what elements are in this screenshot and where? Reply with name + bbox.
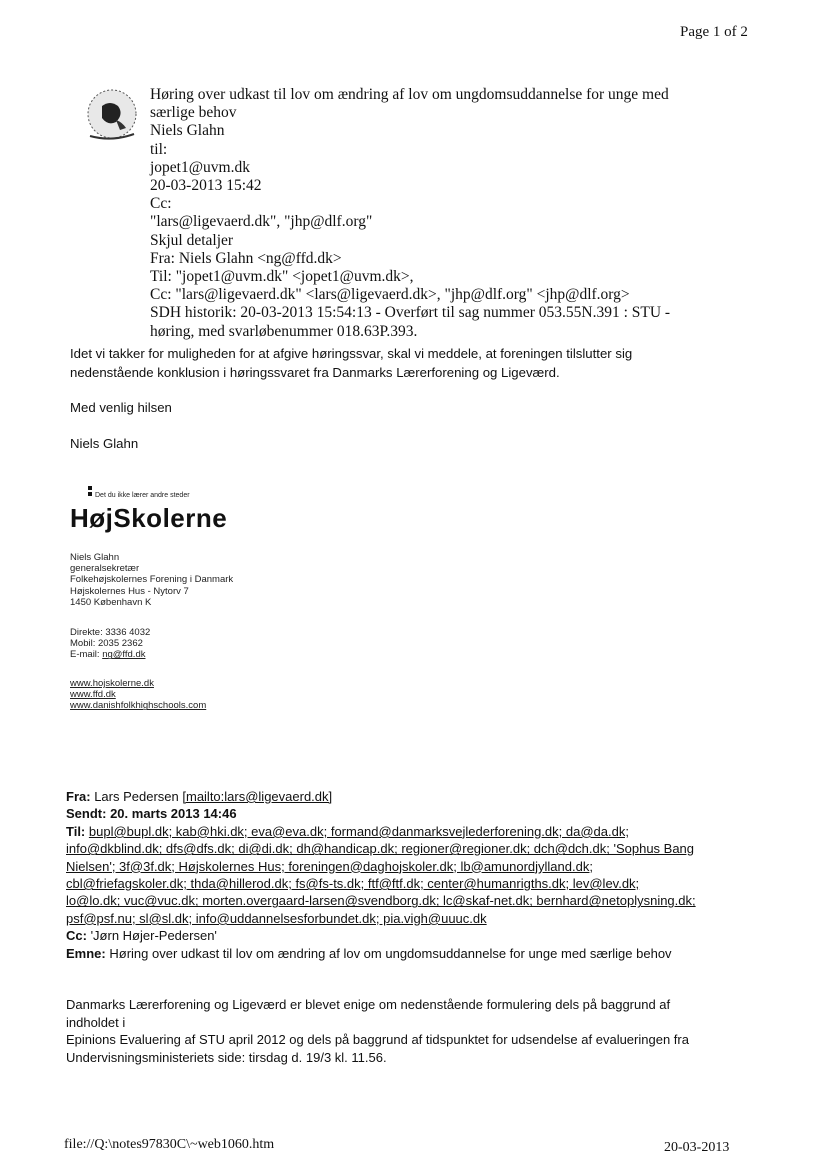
fwd-from-row — [66, 788, 766, 805]
subject-line-continued: særlige behov — [150, 104, 237, 122]
intro-line: nedenstående konklusion i høringssvaret fra Danmarks Lærerforening og Ligeværd. — [70, 365, 560, 380]
fwd-subject-value: Høring over udkast til lov om ændring af lov om ungdomsuddannelse for unge med særlige behov — [109, 945, 672, 961]
fwd-to-label: Til: — [66, 823, 86, 839]
logo-tagline: Det du ikke lærer andre steder — [95, 492, 190, 499]
fwd-subject-label: Emne: — [66, 945, 106, 961]
fwd-subject-row — [66, 945, 766, 962]
fwd-from-mailto-link[interactable]: [mailto:lars@ligevaerd.dk] — [182, 789, 333, 804]
footer-file-path: file://Q:\notes97830C\~web1060.htm — [64, 1137, 275, 1152]
website-link[interactable]: www.danishfolkhighschools.com — [70, 700, 207, 712]
to-value: jopet1@uvm.dk — [150, 158, 250, 176]
email-header — [150, 86, 770, 341]
page-number: Page 1 of 2 — [680, 24, 748, 40]
body-line: Undervisningsministeriets side: tirsdag d. 19/3 kl. 11.56. — [66, 1049, 387, 1065]
cc-label: Cc: — [150, 195, 172, 213]
fwd-cc-label: Cc: — [66, 928, 87, 944]
signature-email-row — [70, 649, 150, 660]
hide-details-link[interactable]: Skjul detaljer — [150, 231, 234, 249]
logo-dots-icon — [88, 486, 92, 498]
fwd-sent-row — [66, 805, 766, 822]
signature-address-line: Højskolernes Hus - Nytorv 7 — [70, 585, 189, 597]
footer-date: 20-03-2013 — [664, 1140, 730, 1155]
signer-name: Niels Glahn — [70, 436, 139, 451]
direct-phone: Direkte: 3336 4032 — [70, 627, 151, 638]
to-label: til: — [150, 140, 168, 158]
fwd-to-recipients[interactable]: Nielsen'; 3f@3f.dk; Højskolernes Hus; foreningen@daghojskoler.dk; lb@amunordjylland.dk; — [66, 858, 593, 874]
sdh-history: SDH historik: 20-03-2013 15:54:13 - Overført til sag nummer 053.55N.391 : STU - — [150, 304, 671, 322]
subject-line: Høring over udkast til lov om ændring af lov om ungdomsuddannelse for unge med — [150, 86, 669, 103]
intro-paragraph — [70, 344, 770, 382]
body-line: Danmarks Lærerforening og Ligeværd er blevet enige om nedenstående formulering dels på baggrund af — [66, 997, 671, 1012]
website-link[interactable]: www.ffd.dk — [70, 689, 116, 701]
cc-value: "lars@ligevaerd.dk", "jhp@dlf.org" — [150, 213, 373, 231]
signature-websites — [70, 678, 206, 712]
detail-from: Fra: Niels Glahn <ng@ffd.dk> — [150, 249, 342, 267]
fwd-to-row — [66, 823, 766, 840]
forwarded-header — [66, 788, 766, 962]
intro-line: Idet vi takker for muligheden for at afgive høringssvar, skal vi meddele, at foreningen tilslutter sig — [70, 346, 633, 361]
sent-date: 20-03-2013 15:42 — [150, 177, 262, 195]
website-link[interactable]: www.hojskolerne.dk — [70, 678, 154, 689]
signature-address — [70, 552, 233, 608]
fwd-sent-label: Sendt: — [66, 806, 107, 822]
signature-org: Folkehøjskolernes Forening i Danmark — [70, 574, 234, 586]
hojskolerne-logo: HøjSkolerne — [70, 503, 228, 533]
body-line: Epinions Evaluering af STU april 2012 og dels på baggrund af tidspunktet for udsendelse af evalueringen fra — [66, 1032, 689, 1047]
fwd-to-recipients[interactable]: cbl@friefagskoler.dk; thda@hillerod.dk; fs@fs-ts.dk; ftf@ftf.dk; center@humanrigths.dk; lev@lev.dk; — [66, 876, 640, 892]
greeting: Med venlig hilsen — [70, 400, 172, 415]
body-paragraph — [66, 996, 766, 1066]
email-label: E-mail: — [70, 649, 100, 661]
signature-phones — [70, 627, 150, 661]
fwd-cc-row — [66, 927, 766, 944]
fwd-from-name: Lars Pedersen — [94, 789, 179, 804]
fwd-cc-value: 'Jørn Højer-Pedersen' — [90, 928, 217, 944]
fwd-to-recipients[interactable]: info@dkblind.dk; dfs@dfs.dk; di@di.dk; dh@handicap.dk; regioner@regioner.dk; dch@dch.dk; 'Sophus Bang — [66, 841, 695, 857]
signature-address-line: 1450 København K — [70, 596, 152, 608]
email-link[interactable]: ng@ffd.dk — [102, 649, 146, 661]
detail-to: Til: "jopet1@uvm.dk" <jopet1@uvm.dk>, — [150, 268, 414, 286]
signature-title: generalsekretær — [70, 563, 140, 575]
avatar-icon — [80, 84, 144, 148]
detail-cc: Cc: "lars@ligevaerd.dk" <lars@ligevaerd.dk>, "jhp@dlf.org" <jhp@dlf.org> — [150, 286, 630, 304]
from-name: Niels Glahn — [150, 122, 225, 140]
fwd-to-recipients[interactable]: bupl@bupl.dk; kab@hki.dk; eva@eva.dk; formand@danmarksvejlederforening.dk; da@da.dk; — [88, 823, 629, 839]
fwd-to-recipients[interactable]: psf@psf.nu; sl@sl.dk; info@uddannelsesforbundet.dk; pia.vigh@uuuc.dk — [66, 910, 487, 926]
fwd-sent-value: 20. marts 2013 14:46 — [110, 806, 237, 822]
mobile-phone: Mobil: 2035 2362 — [70, 638, 143, 650]
signature-name: Niels Glahn — [70, 552, 120, 563]
fwd-from-label: Fra: — [66, 789, 91, 804]
fwd-to-recipients[interactable]: lo@lo.dk; vuc@vuc.dk; morten.overgaard-larsen@svendborg.dk; lc@skaf-net.dk; bernhard@netoplysning.dk; — [66, 893, 696, 909]
sdh-history-continued: høring, med svarløbenummer 018.63P.393. — [150, 322, 418, 340]
body-line: indholdet i — [66, 1014, 126, 1030]
